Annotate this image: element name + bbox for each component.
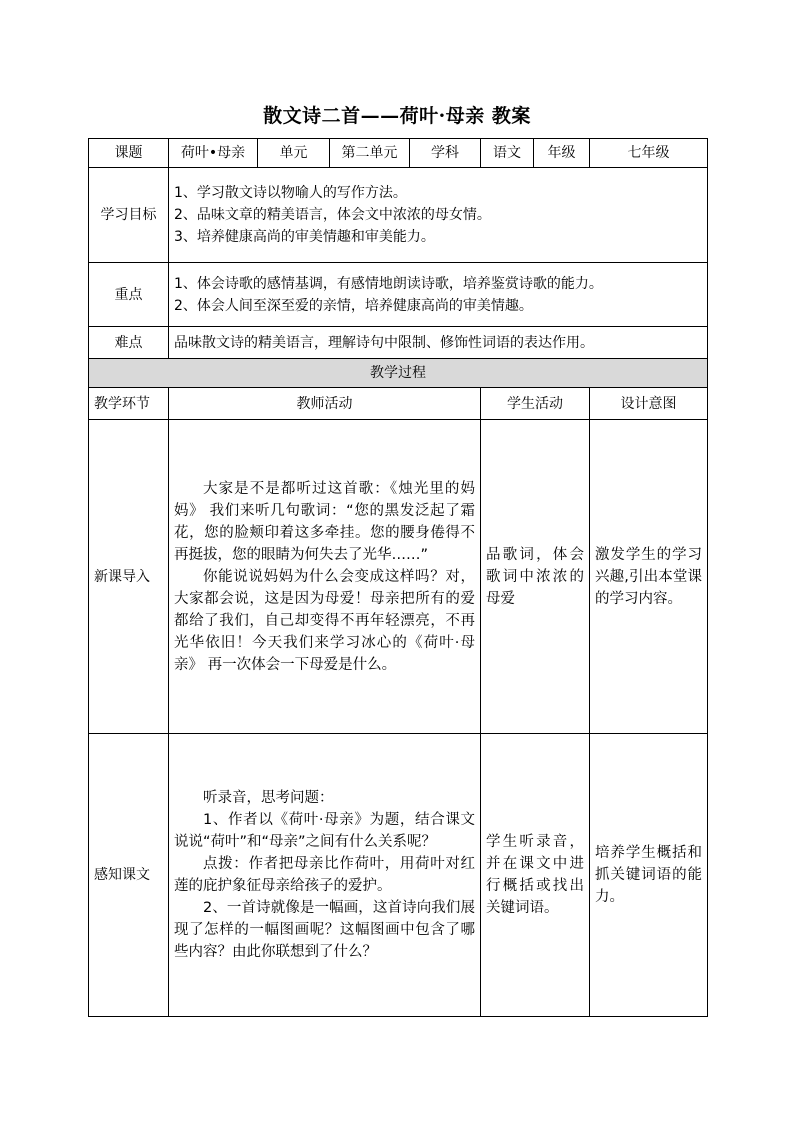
design-intent-cell: 激发学生的学习兴趣,引出本堂课的学习内容。 (590, 420, 708, 734)
goals-row (89, 168, 708, 263)
stage-cell: 新课导入 (89, 420, 169, 734)
teacher-paragraph: 2、一首诗就像是一幅画，这首诗向我们展现了怎样的一幅图画呢？这幅图画中包含了哪些内容？由此你联想到了什么？ (174, 900, 475, 960)
unit-value: 第二单元 (330, 139, 410, 168)
process-section-title: 教学过程 (89, 359, 708, 388)
key-point-item: 2、体会人间至深至爱的亲情，培养健康高尚的审美情趣。 (174, 297, 533, 314)
goal-item: 1、学习散文诗以物喻人的写作方法。 (174, 185, 407, 201)
topic-value: 荷叶•母亲 (169, 139, 258, 168)
subject-label: 学科 (410, 139, 481, 168)
key-points-row (89, 263, 708, 327)
goals-label: 学习目标 (89, 168, 169, 263)
difficulty-row (89, 327, 708, 359)
teacher-paragraph: 大家是不是都听过这首歌：《烛光里的妈妈》 我们来听几句歌词：“您的黑发泛起了霜花，您的脸颊印着这多牵挂。您的腰身倦得不再挺拔，您的眼睛为何失去了光华……” (174, 480, 475, 563)
goals-list (169, 168, 708, 263)
student-header: 学生活动 (481, 388, 590, 420)
difficulty-label: 难点 (89, 327, 169, 359)
key-points-list (169, 263, 708, 327)
difficulty-text: 品味散文诗的精美语言，理解诗句中限制、修饰性词语的表达作用。 (169, 327, 708, 359)
teacher-paragraph: 听录音，思考问题： (203, 790, 334, 806)
design-intent-cell: 培养学生概括和抓关键词语的能力。 (590, 734, 708, 1017)
teacher-header: 教师活动 (169, 388, 481, 420)
process-row-intro (89, 420, 708, 734)
teacher-activity-cell (169, 420, 481, 734)
teacher-paragraph: 1、作者以《荷叶·母亲》为题，结合课文说说“荷叶”和“母亲”之间有什么关系呢？ (174, 812, 475, 850)
teacher-activity-cell (169, 734, 481, 1017)
intent-header: 设计意图 (590, 388, 708, 420)
lesson-plan-table (88, 138, 708, 1017)
teacher-paragraph: 你能说说妈妈为什么会变成这样吗？对，大家都会说，这是因为母爱！母亲把所有的爱都给了我们，自己却变得不再年轻漂亮，不再光华依旧！今天我们来学习冰心的《荷叶·母亲》 再一次体会一下母爱是什么。 (174, 568, 475, 673)
subject-value: 语文 (481, 139, 534, 168)
process-section-row (89, 359, 708, 388)
stage-cell: 感知课文 (89, 734, 169, 1017)
grade-value: 七年级 (590, 139, 708, 168)
goal-item: 2、品味文章的精美语言，体会文中浓浓的母女情。 (174, 207, 491, 223)
student-activity-cell: 品歌词，体会歌词中浓浓的母爱 (481, 420, 590, 734)
goal-item: 3、培养健康高尚的审美情趣和审美能力。 (174, 229, 435, 245)
key-points-label: 重点 (89, 263, 169, 327)
grade-label: 年级 (534, 139, 590, 168)
process-header-row (89, 388, 708, 420)
stage-header: 教学环节 (89, 388, 169, 420)
teacher-paragraph: 点拨：作者把母亲比作荷叶，用荷叶对红莲的庇护象征母亲给孩子的爱护。 (174, 856, 475, 894)
process-row-perceive (89, 734, 708, 1017)
topic-label: 课题 (89, 139, 169, 168)
key-point-item: 1、体会诗歌的感情基调，有感情地朗读诗歌，培养鉴赏诗歌的能力。 (174, 275, 603, 292)
unit-label: 单元 (258, 139, 330, 168)
student-activity-cell: 学生听录音，并在课文中进行概括或找出关键词语。 (481, 734, 590, 1017)
page-title: 散文诗二首——荷叶·母亲 教案 (263, 105, 531, 127)
info-row (89, 139, 708, 168)
